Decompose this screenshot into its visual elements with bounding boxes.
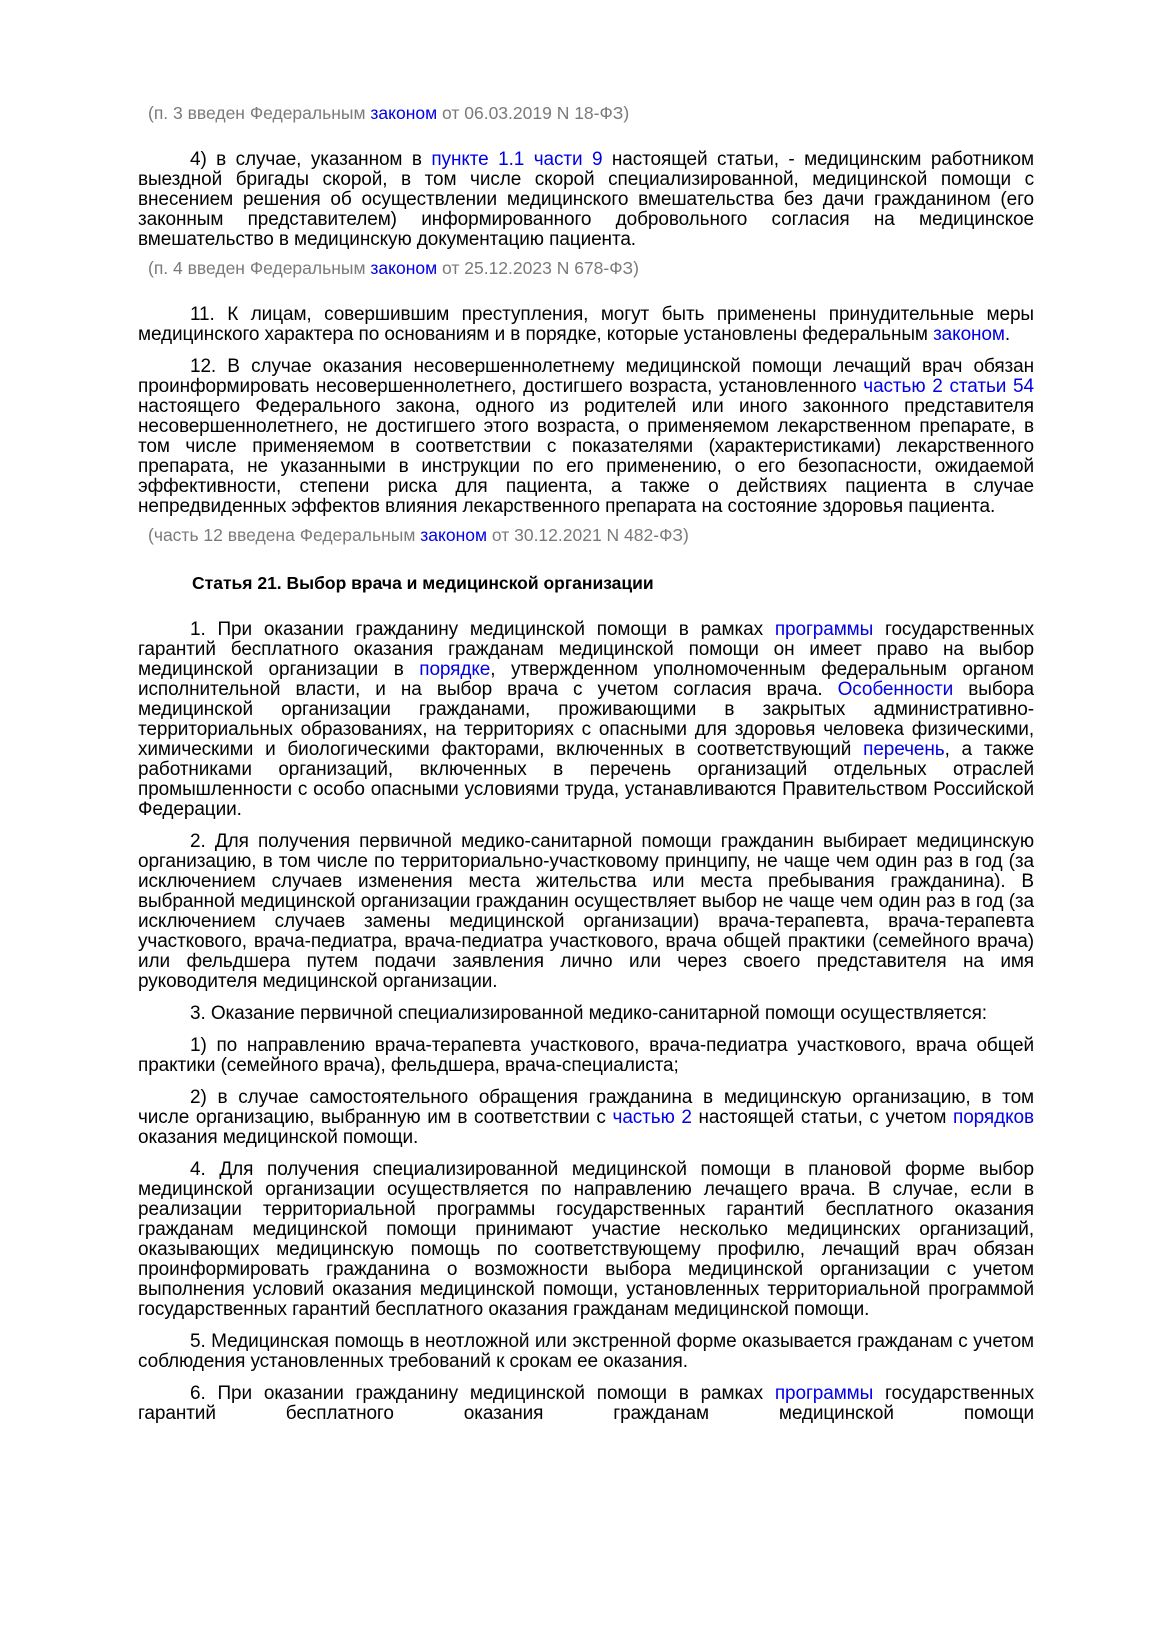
paragraph-text: 11. К лицам, совершившим преступления, могут быть применены принудительные меры медицинского характера по основаниям и в порядке, которые установлены федеральным [138, 304, 1034, 345]
cross-reference-link[interactable]: частью 2 статьи 54 [863, 376, 1034, 397]
amendment-note [148, 258, 1034, 278]
procedure-link[interactable]: порядке [419, 659, 491, 680]
paragraph-part-1 [138, 620, 1034, 820]
note-text: (п. 3 введен Федеральным [148, 103, 371, 123]
paragraph-text: 6. При оказании гражданину медицинской помощи в рамках [190, 1383, 775, 1404]
paragraph-part-5 [138, 1332, 1034, 1372]
paragraph-text: государственных гарантий бесплатного оказания гражданам медицинской помощи он имеет право на выбор медицинской организации в [138, 619, 1035, 680]
program-link[interactable]: программы [774, 1383, 874, 1404]
paragraph-part-4 [138, 1160, 1034, 1320]
paragraph-text: , утвержденном уполномоченным федеральным органом исполнительной власти, и на выбор врача с учетом согласия врача. [138, 659, 1034, 700]
note-text: от 30.12.2021 N 482-ФЗ) [487, 525, 689, 545]
paragraph-text: выбора медицинской организации гражданами, проживающими в закрытых административно-территориальных образованиях, на территориях с опасными для здоровья человека физическими, химическими и биологическими факторами, включенных в соответствующий [138, 679, 1035, 760]
note-text: (п. 4 введен Федеральным [148, 258, 371, 278]
paragraph-part-12 [138, 357, 1034, 517]
paragraph-text: 12. В случае оказания несовершеннолетнему медицинской помощи лечащий врач обязан проинформировать несовершеннолетнего, достигшего возраста, установленного [138, 356, 1034, 397]
procedures-link[interactable]: порядков [953, 1107, 1034, 1128]
paragraph-text: 4. Для получения специализированной медицинской помощи в плановой форме выбор медицинской организации осуществляется по направлению лечащего врача. В случае, если в реализации территориальной программы государственных гарантий бесплатного оказания гражданам медицинской помощи принимают участие несколько медицинских организаций, оказывающих медицинскую помощь по соответствующему профилю, лечащий врач обязан проинформировать гражданина о возможности выбора медицинской организации с учетом выполнения условий оказания медицинской помощи, установленных территориальной программой государственных гарантий бесплатного оказания гражданам медицинской помощи. [138, 1159, 1034, 1320]
law-link[interactable]: законом [420, 525, 488, 545]
paragraph-text: 1. При оказании гражданину медицинской помощи в рамках [190, 619, 775, 640]
amendment-note [148, 103, 1034, 123]
paragraph-part-6 [138, 1384, 1034, 1424]
law-link[interactable]: законом [370, 103, 438, 123]
paragraph-text: 3. Оказание первичной специализированной медико-санитарной помощи осуществляется: [190, 1003, 987, 1024]
paragraph-part-11 [138, 305, 1034, 345]
paragraph-part-2 [138, 832, 1034, 992]
paragraph-item-2 [138, 1088, 1034, 1148]
paragraph-text: настоящего Федерального закона, одного из родителей или иного законного представителя несовершеннолетнего, не достигшего этого возраста, о применяемом лекарственном препарате, в том числе применяемом в соответствии с показателями (характеристиками) лекарственного препарата, не указанными в инструкции по его применению, о его безопасности, ожидаемой эффективности, степени риска для пациента, а также о действиях пациента в случае непредвиденных эффектов влияния лекарственного препарата на состояние здоровья пациента. [138, 396, 1034, 517]
features-link[interactable]: Особенности [837, 679, 954, 700]
law-link[interactable]: законом [933, 324, 1005, 345]
paragraph-text: 1) по направлению врача-терапевта участкового, врача-педиатра участкового, врача общей практики (семейного врача), фельдшера, врача-специалиста; [138, 1035, 1034, 1076]
amendment-note [148, 525, 1034, 545]
paragraph-text: 5. Медицинская помощь в неотложной или экстренной форме оказывается гражданам с учетом соблюдения установленных требований к срокам ее оказания. [138, 1331, 1034, 1372]
document-page [138, 103, 1034, 1424]
paragraph-text: , а также работниками организаций, включенных в перечень организаций отдельных отраслей промышленности с особо опасными условиями труда, устанавливаются Правительством Российской Федерации. [138, 739, 1034, 820]
paragraph-text: 2. Для получения первичной медико-санитарной помощи гражданин выбирает медицинскую организацию, в том числе по территориально-участковому принципу, не чаще чем один раз в год (за исключением случаев изменения места жительства или места пребывания гражданина). В выбранной медицинской организации гражданин осуществляет выбор не чаще чем один раз в год (за исключением случаев замены медицинской организации) врача-терапевта, врача-терапевта участкового, врача-педиатра, врача-педиатра участкового, врача общей практики (семейного врача) или фельдшера путем подачи заявления лично или через своего представителя на имя руководителя медицинской организации. [138, 831, 1034, 992]
paragraph-item-4 [138, 150, 1034, 250]
law-link[interactable]: законом [370, 258, 438, 278]
paragraph-text: настоящей статьи, - медицинским работником выездной бригады скорой, в том числе скорой специализированной, медицинской помощи с внесением решения об осуществлении медицинского вмешательства без дачи гражданином (его законным представителем) информированного добровольного согласия на медицинское вмешательство в медицинскую документацию пациента. [138, 149, 1034, 250]
cross-reference-link[interactable]: частью 2 [612, 1107, 692, 1128]
cross-reference-link[interactable]: пункте 1.1 части 9 [431, 149, 603, 170]
program-link[interactable]: программы [774, 619, 874, 640]
article-heading: Статья 21. Выбор врача и медицинской организации [192, 573, 654, 593]
paragraph-item-1 [138, 1036, 1034, 1076]
paragraph-text: оказания медицинской помощи. [138, 1127, 419, 1148]
paragraph-text: 2) в случае самостоятельного обращения гражданина в медицинскую организацию, в том числе организацию, выбранную им в соответствии с [138, 1087, 1034, 1128]
paragraph-part-3 [138, 1004, 1034, 1024]
paragraph-text: настоящей статьи, с учетом [691, 1107, 954, 1128]
paragraph-text: государственных гарантий бесплатного оказания гражданам медицинской помощи [138, 1383, 1035, 1424]
paragraph-text: . [1004, 324, 1011, 345]
list-link[interactable]: перечень [863, 739, 945, 760]
note-text: (часть 12 введена Федеральным [148, 525, 421, 545]
paragraph-text: 4) в случае, указанном в [190, 149, 432, 170]
note-text: от 06.03.2019 N 18-ФЗ) [437, 103, 630, 123]
note-text: от 25.12.2023 N 678-ФЗ) [437, 258, 639, 278]
